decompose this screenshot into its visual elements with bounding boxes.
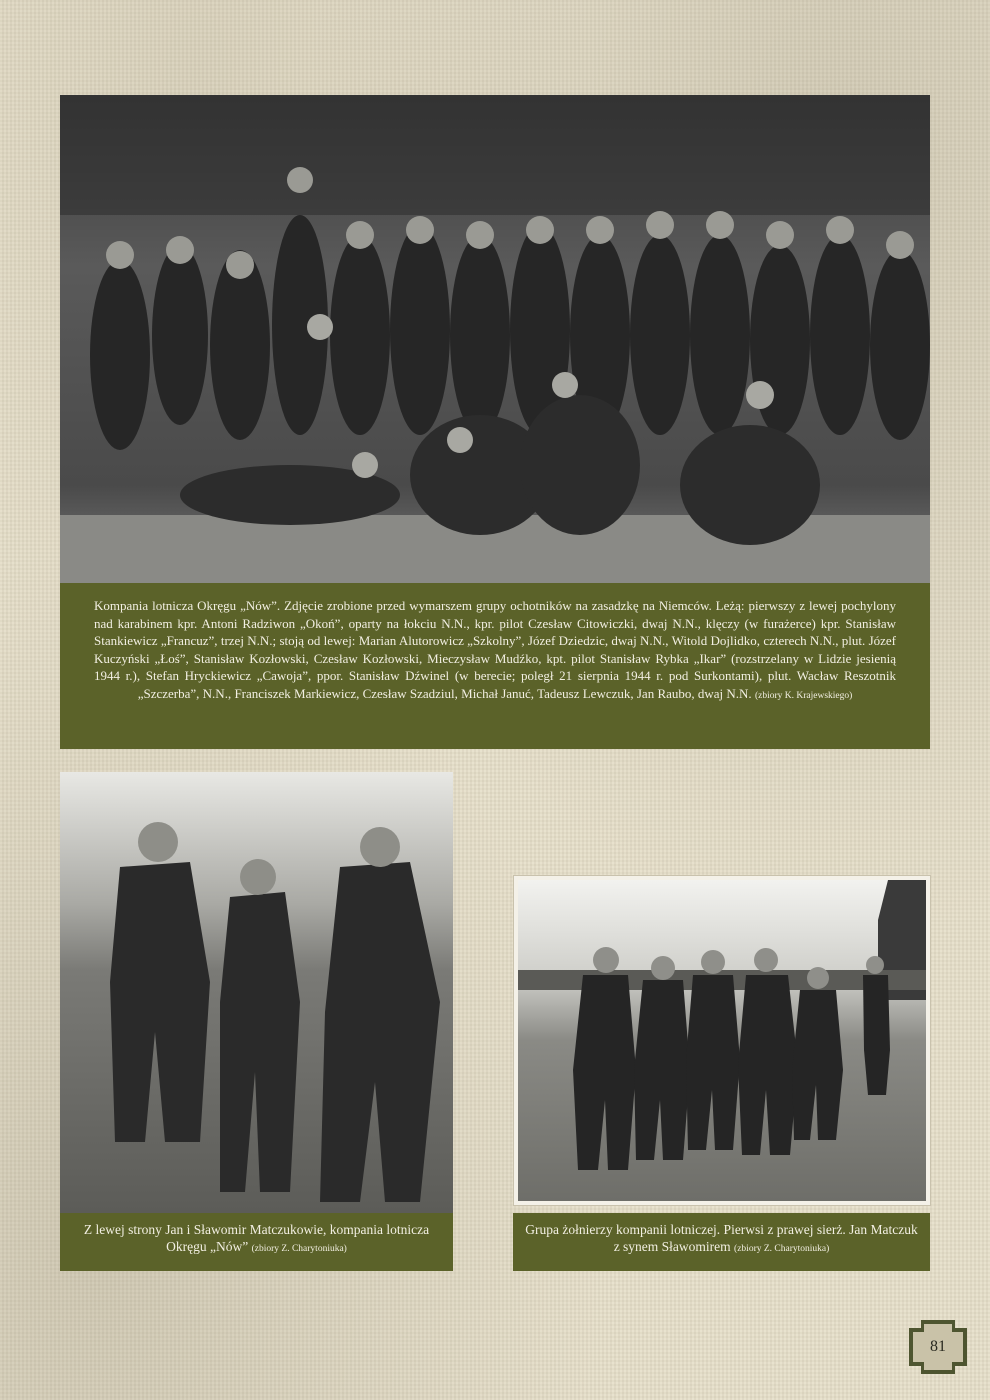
main-caption-credit: (zbiory K. Krajewskiego) [754, 690, 853, 701]
group-photo-main [60, 95, 930, 583]
page-number-badge [907, 1318, 969, 1376]
right-caption-credit: (zbiory Z. Charytoniuka) [734, 1244, 830, 1254]
main-photo-caption [60, 583, 930, 749]
right-photo-caption [513, 1213, 930, 1271]
photo-matczuk-portrait [60, 772, 453, 1213]
photo-soldiers-group [514, 876, 930, 1205]
main-caption-text: Kompania lotnicza Okręgu „Nów”. Zdjęcie zrobione przed wymarszem grupy ochotników na zasadzkę na Niemców. Leżą: pierwszy z lewej pochylony nad karabinem kpr. Antoni Radziwon „Okoń”, oparty na łokciu N.N., kpr. pilot Czesław Citowiczki, dwaj N.N., klęczy (w furażerce) kpr. Stanisław Stankiewicz „Francuz”, trzej N.N.; stoją od lewej: Marian Alutorowicz „Szkolny”, Józef Dziedzic, dwaj N.N., Witold Dojlidko, czterech N.N., plut. Józef Kuczyński „Łoś”, Stanisław Kozłowski, Czesław Kozłowski, Mieczysław Mudźko, kpt. pilot Stanisław Rybka „Ikar” (rozstrzelany w Lidzie jesienią 1944 r.), Stefan Hryckiewicz „Cawoja”, ppor. Stanisław Dźwinel (w berecie; poległ 21 sierpnia 1944 r. pod Surkontami), plut. Wacław Reszotnik „Szczerba”, N.N., Franciszek Markiewicz, Czesław Szadziul, Michał Januć, Tadeusz Lewczuk, Jan Raubo, dwaj N.N. [94, 598, 896, 701]
right-caption-text: Grupa żołnierzy kompanii lotniczej. Pierwsi z prawej sierż. Jan Matczuk z synem Sławomirem [525, 1222, 918, 1254]
page-number: 81 [930, 1338, 946, 1355]
left-caption-text: Z lewej strony Jan i Sławomir Matczukowie, kompania lotnicza Okręgu „Nów” [83, 1222, 430, 1254]
left-caption-credit: (zbiory Z. Charytoniuka) [251, 1244, 347, 1254]
left-photo-caption [60, 1213, 453, 1271]
